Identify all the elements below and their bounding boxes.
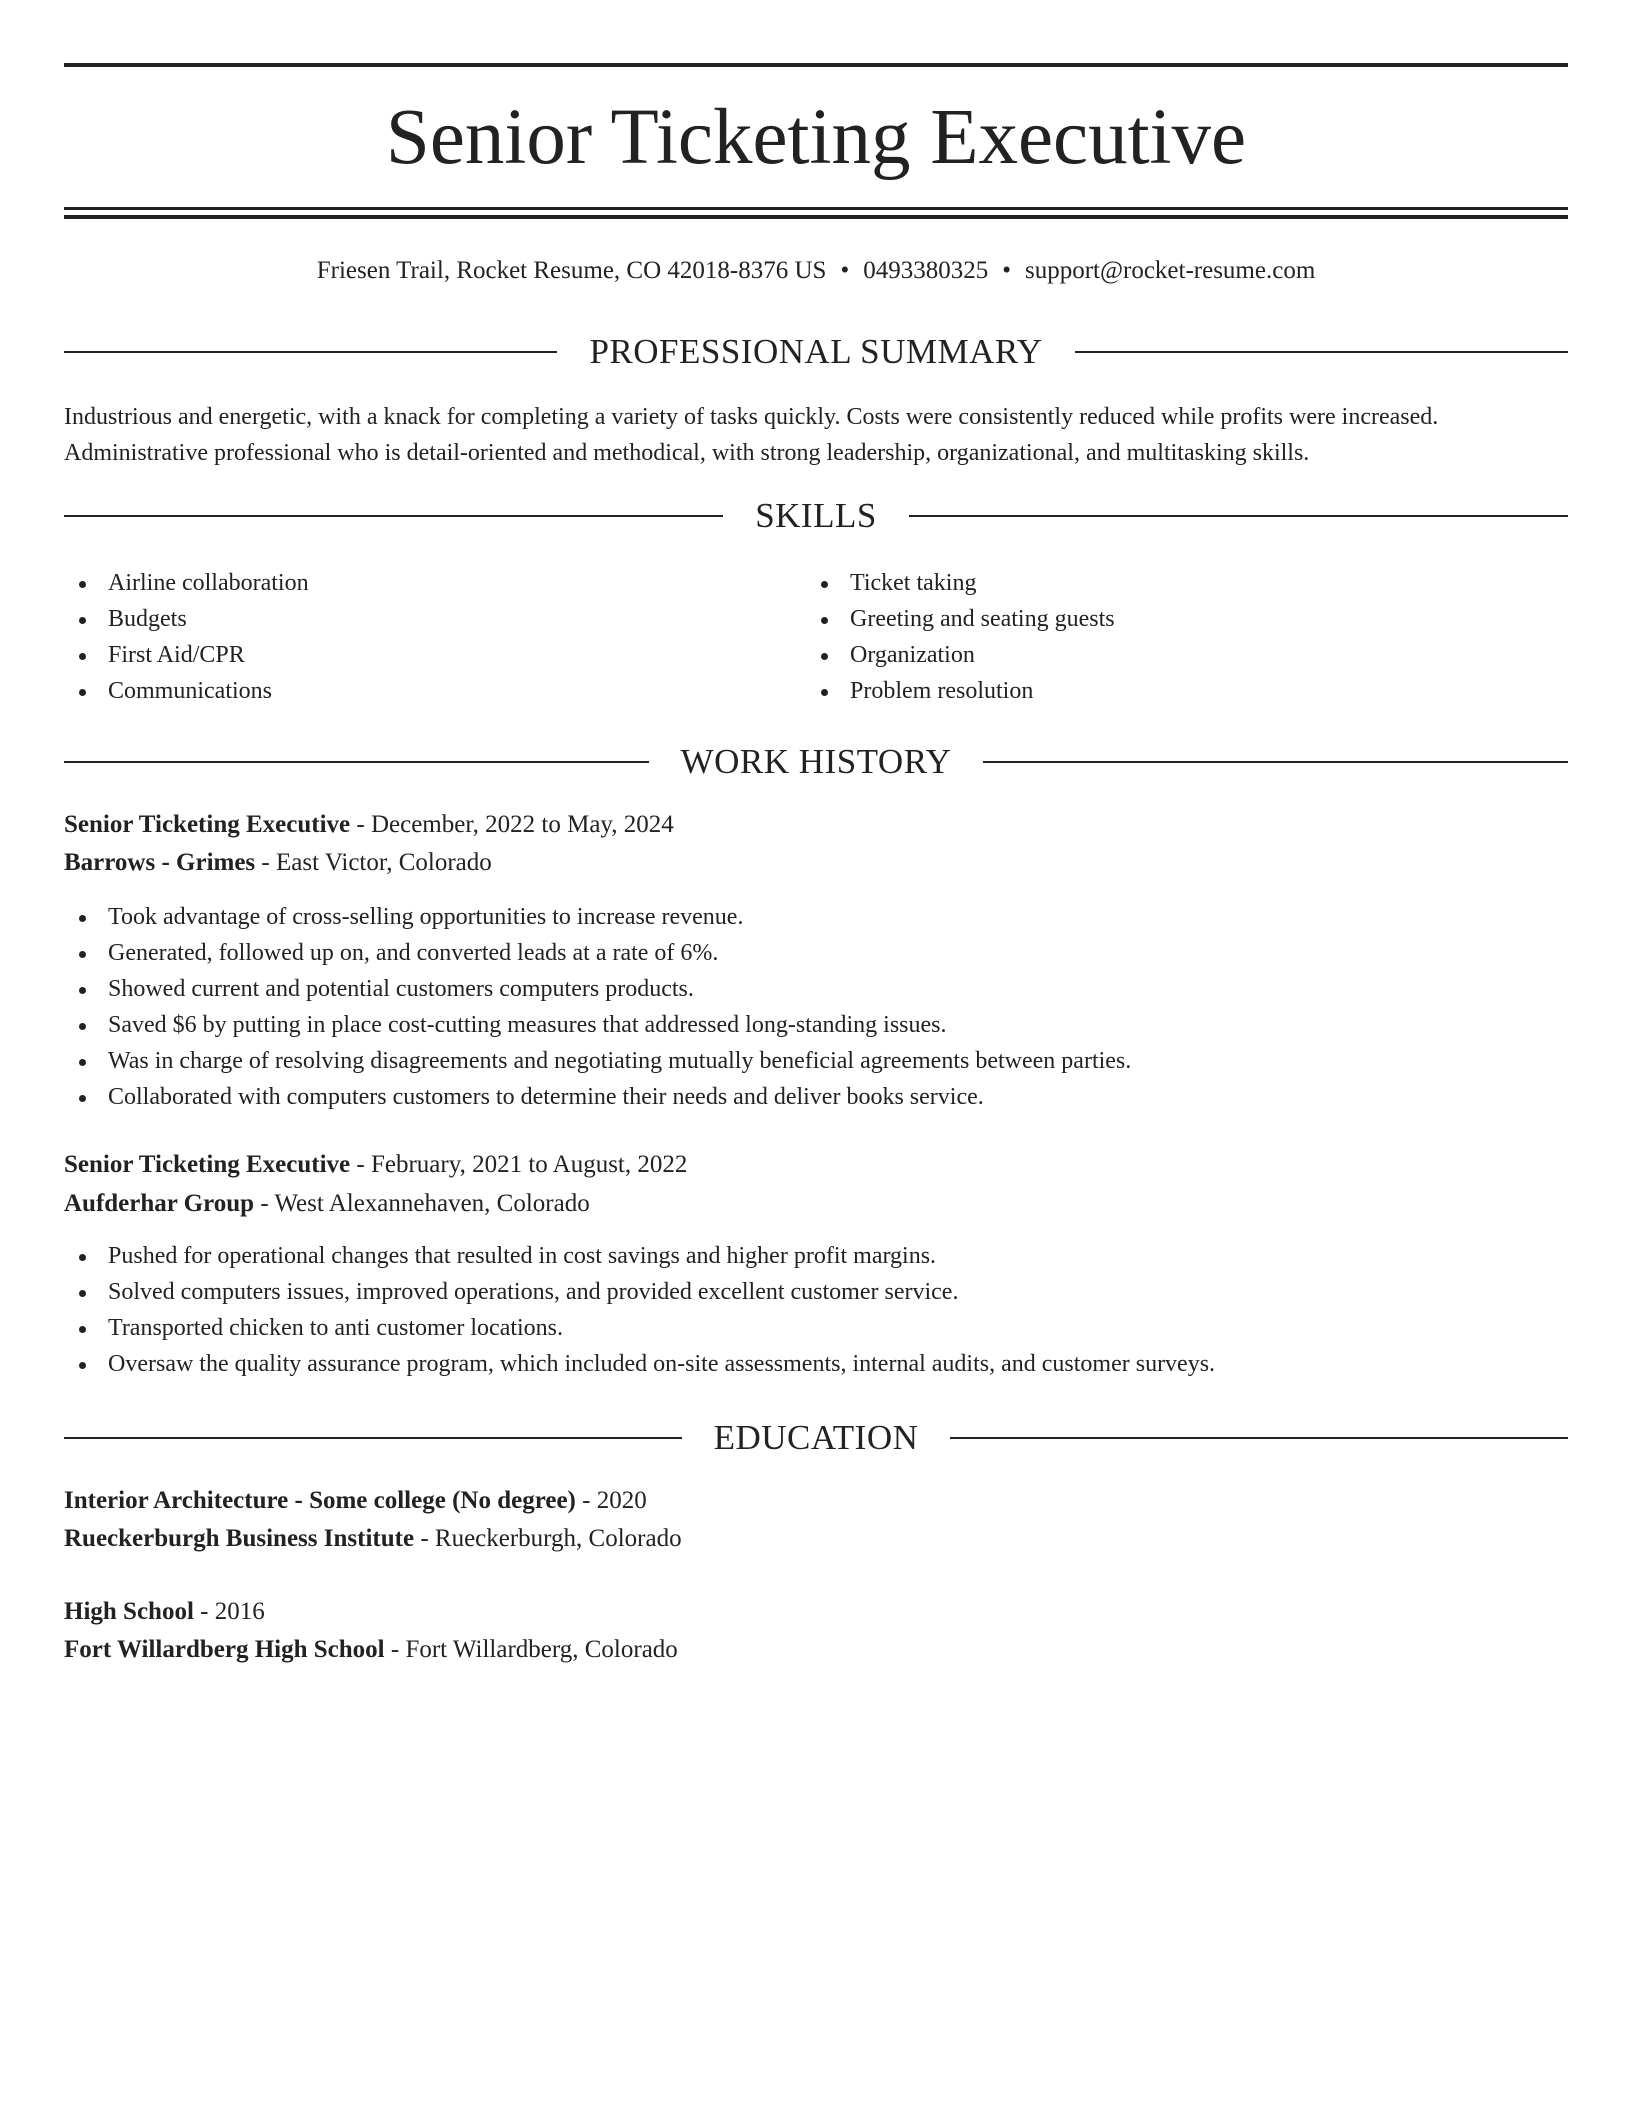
section-title-work: WORK HISTORY <box>680 742 952 781</box>
bullet-icon <box>79 1023 86 1030</box>
bullet-icon <box>821 617 828 624</box>
list-item: Took advantage of cross-selling opportunities to increase revenue. <box>64 899 1568 935</box>
section-rule-right <box>950 1437 1568 1439</box>
title-rule-lower <box>64 215 1568 219</box>
bullet-icon <box>79 915 86 922</box>
education-degree: High School <box>64 1598 194 1625</box>
bullet-icon <box>79 653 86 660</box>
job-company-line <box>64 844 1568 882</box>
section-title-skills: SKILLS <box>755 496 877 535</box>
section-rule-right <box>983 761 1568 763</box>
bullet-icon <box>79 1362 86 1369</box>
job-title-line <box>64 1146 1568 1184</box>
job-dates: - February, 2021 to August, 2022 <box>350 1151 688 1178</box>
section-rule-left <box>64 761 649 763</box>
list-item: Pushed for operational changes that resulted in cost savings and higher profit margins. <box>64 1238 1568 1274</box>
section-header-summary <box>64 330 1568 374</box>
bullet-icon <box>79 689 86 696</box>
skill-label: Budgets <box>108 606 187 632</box>
education-school-line <box>64 1631 1568 1669</box>
education-school: Rueckerburgh Business Institute <box>64 1525 415 1552</box>
bullet-icon <box>79 1326 86 1333</box>
bullet-icon <box>821 689 828 696</box>
list-item: Saved $6 by putting in place cost-cutting measures that addressed long-standing issues. <box>64 1007 1568 1043</box>
section-rule-left <box>64 515 723 517</box>
skill-item <box>64 565 764 601</box>
education-degree-line <box>64 1593 1568 1631</box>
skill-label: Organization <box>850 642 975 668</box>
section-rule-left <box>64 351 557 353</box>
skills-column-left <box>64 565 764 709</box>
list-item: Transported chicken to anti customer locations. <box>64 1310 1568 1346</box>
section-header-education <box>64 1416 1568 1460</box>
education-location: - Fort Willardberg, Colorado <box>384 1636 678 1663</box>
skill-item <box>806 673 1506 709</box>
job-title-line <box>64 806 1568 844</box>
summary-text: Industrious and energetic, with a knack for completing a variety of tasks quickly. Costs were consistently reduced while profits were increased. Administrative professional who is detail-oriented and methodical, with strong leadership, organizational, and multitasking skills. <box>64 404 1439 466</box>
contact-separator: • <box>1002 257 1011 284</box>
top-rule <box>64 63 1568 67</box>
list-item: Oversaw the quality assurance program, which included on-site assessments, internal audits, and customer surveys. <box>64 1346 1568 1382</box>
bullet-icon <box>79 1095 86 1102</box>
section-title-education: EDUCATION <box>713 1418 919 1457</box>
bullet-icon <box>79 1254 86 1261</box>
skill-item <box>64 637 764 673</box>
section-rule-right <box>909 515 1568 517</box>
skill-item <box>806 565 1506 601</box>
bullet-icon <box>79 987 86 994</box>
contact-line <box>64 253 1568 289</box>
bullet-icon <box>821 581 828 588</box>
job-location: - East Victor, Colorado <box>255 849 492 876</box>
skill-label: Problem resolution <box>850 678 1034 704</box>
education-degree: Interior Architecture - Some college (No degree) <box>64 1487 576 1514</box>
skill-label: Ticket taking <box>850 570 977 596</box>
list-item: Generated, followed up on, and converted leads at a rate of 6%. <box>64 935 1568 971</box>
contact-separator: • <box>840 257 850 284</box>
bullet-icon <box>79 1290 86 1297</box>
job-company: Aufderhar Group <box>64 1190 255 1217</box>
page-title: Senior Ticketing Executive <box>385 94 1247 181</box>
job-dates: - December, 2022 to May, 2024 <box>350 811 674 838</box>
education-degree-line <box>64 1482 1568 1520</box>
section-rule-right <box>1075 351 1568 353</box>
skill-item <box>64 673 764 709</box>
bullet-icon <box>79 617 86 624</box>
skill-label: Communications <box>108 678 272 704</box>
education-school: Fort Willardberg High School <box>64 1636 385 1663</box>
list-item: Solved computers issues, improved operations, and provided excellent customer service. <box>64 1274 1568 1310</box>
job-bullets <box>64 899 1568 1115</box>
section-header-skills <box>64 494 1568 538</box>
contact-phone: 0493380325 <box>863 257 989 284</box>
contact-address: Friesen Trail, Rocket Resume, CO 42018-8376 US <box>316 257 827 284</box>
section-rule-left <box>64 1437 682 1439</box>
list-item: Was in charge of resolving disagreements and negotiating mutually beneficial agreements between parties. <box>64 1043 1568 1079</box>
title-rule-upper <box>64 207 1568 210</box>
skill-item <box>64 601 764 637</box>
education-year: - 2020 <box>575 1487 647 1514</box>
list-item: Collaborated with computers customers to determine their needs and deliver books service. <box>64 1079 1568 1115</box>
bullet-icon <box>821 653 828 660</box>
skill-item <box>806 637 1506 673</box>
job-company: Barrows - Grimes <box>64 849 256 876</box>
section-title-summary: PROFESSIONAL SUMMARY <box>589 332 1043 371</box>
skills-column-right <box>806 565 1506 709</box>
bullet-icon <box>79 951 86 958</box>
education-school-line <box>64 1520 1568 1558</box>
job-title: Senior Ticketing Executive <box>64 1151 351 1178</box>
skill-label: Greeting and seating guests <box>850 606 1115 632</box>
job-title: Senior Ticketing Executive <box>64 811 351 838</box>
education-year: - 2016 <box>193 1598 265 1625</box>
skill-label: Airline collaboration <box>108 570 309 596</box>
contact-email: support@rocket-resume.com <box>1024 257 1316 284</box>
job-location: - West Alexannehaven, Colorado <box>254 1190 590 1217</box>
section-header-work <box>64 740 1568 784</box>
bullet-icon <box>79 1059 86 1066</box>
education-location: - Rueckerburgh, Colorado <box>414 1525 682 1552</box>
job-bullets <box>64 1238 1568 1382</box>
job-company-line <box>64 1185 1568 1223</box>
skill-label: First Aid/CPR <box>108 642 245 668</box>
skill-item <box>806 601 1506 637</box>
bullet-icon <box>79 581 86 588</box>
list-item: Showed current and potential customers computers products. <box>64 971 1568 1007</box>
